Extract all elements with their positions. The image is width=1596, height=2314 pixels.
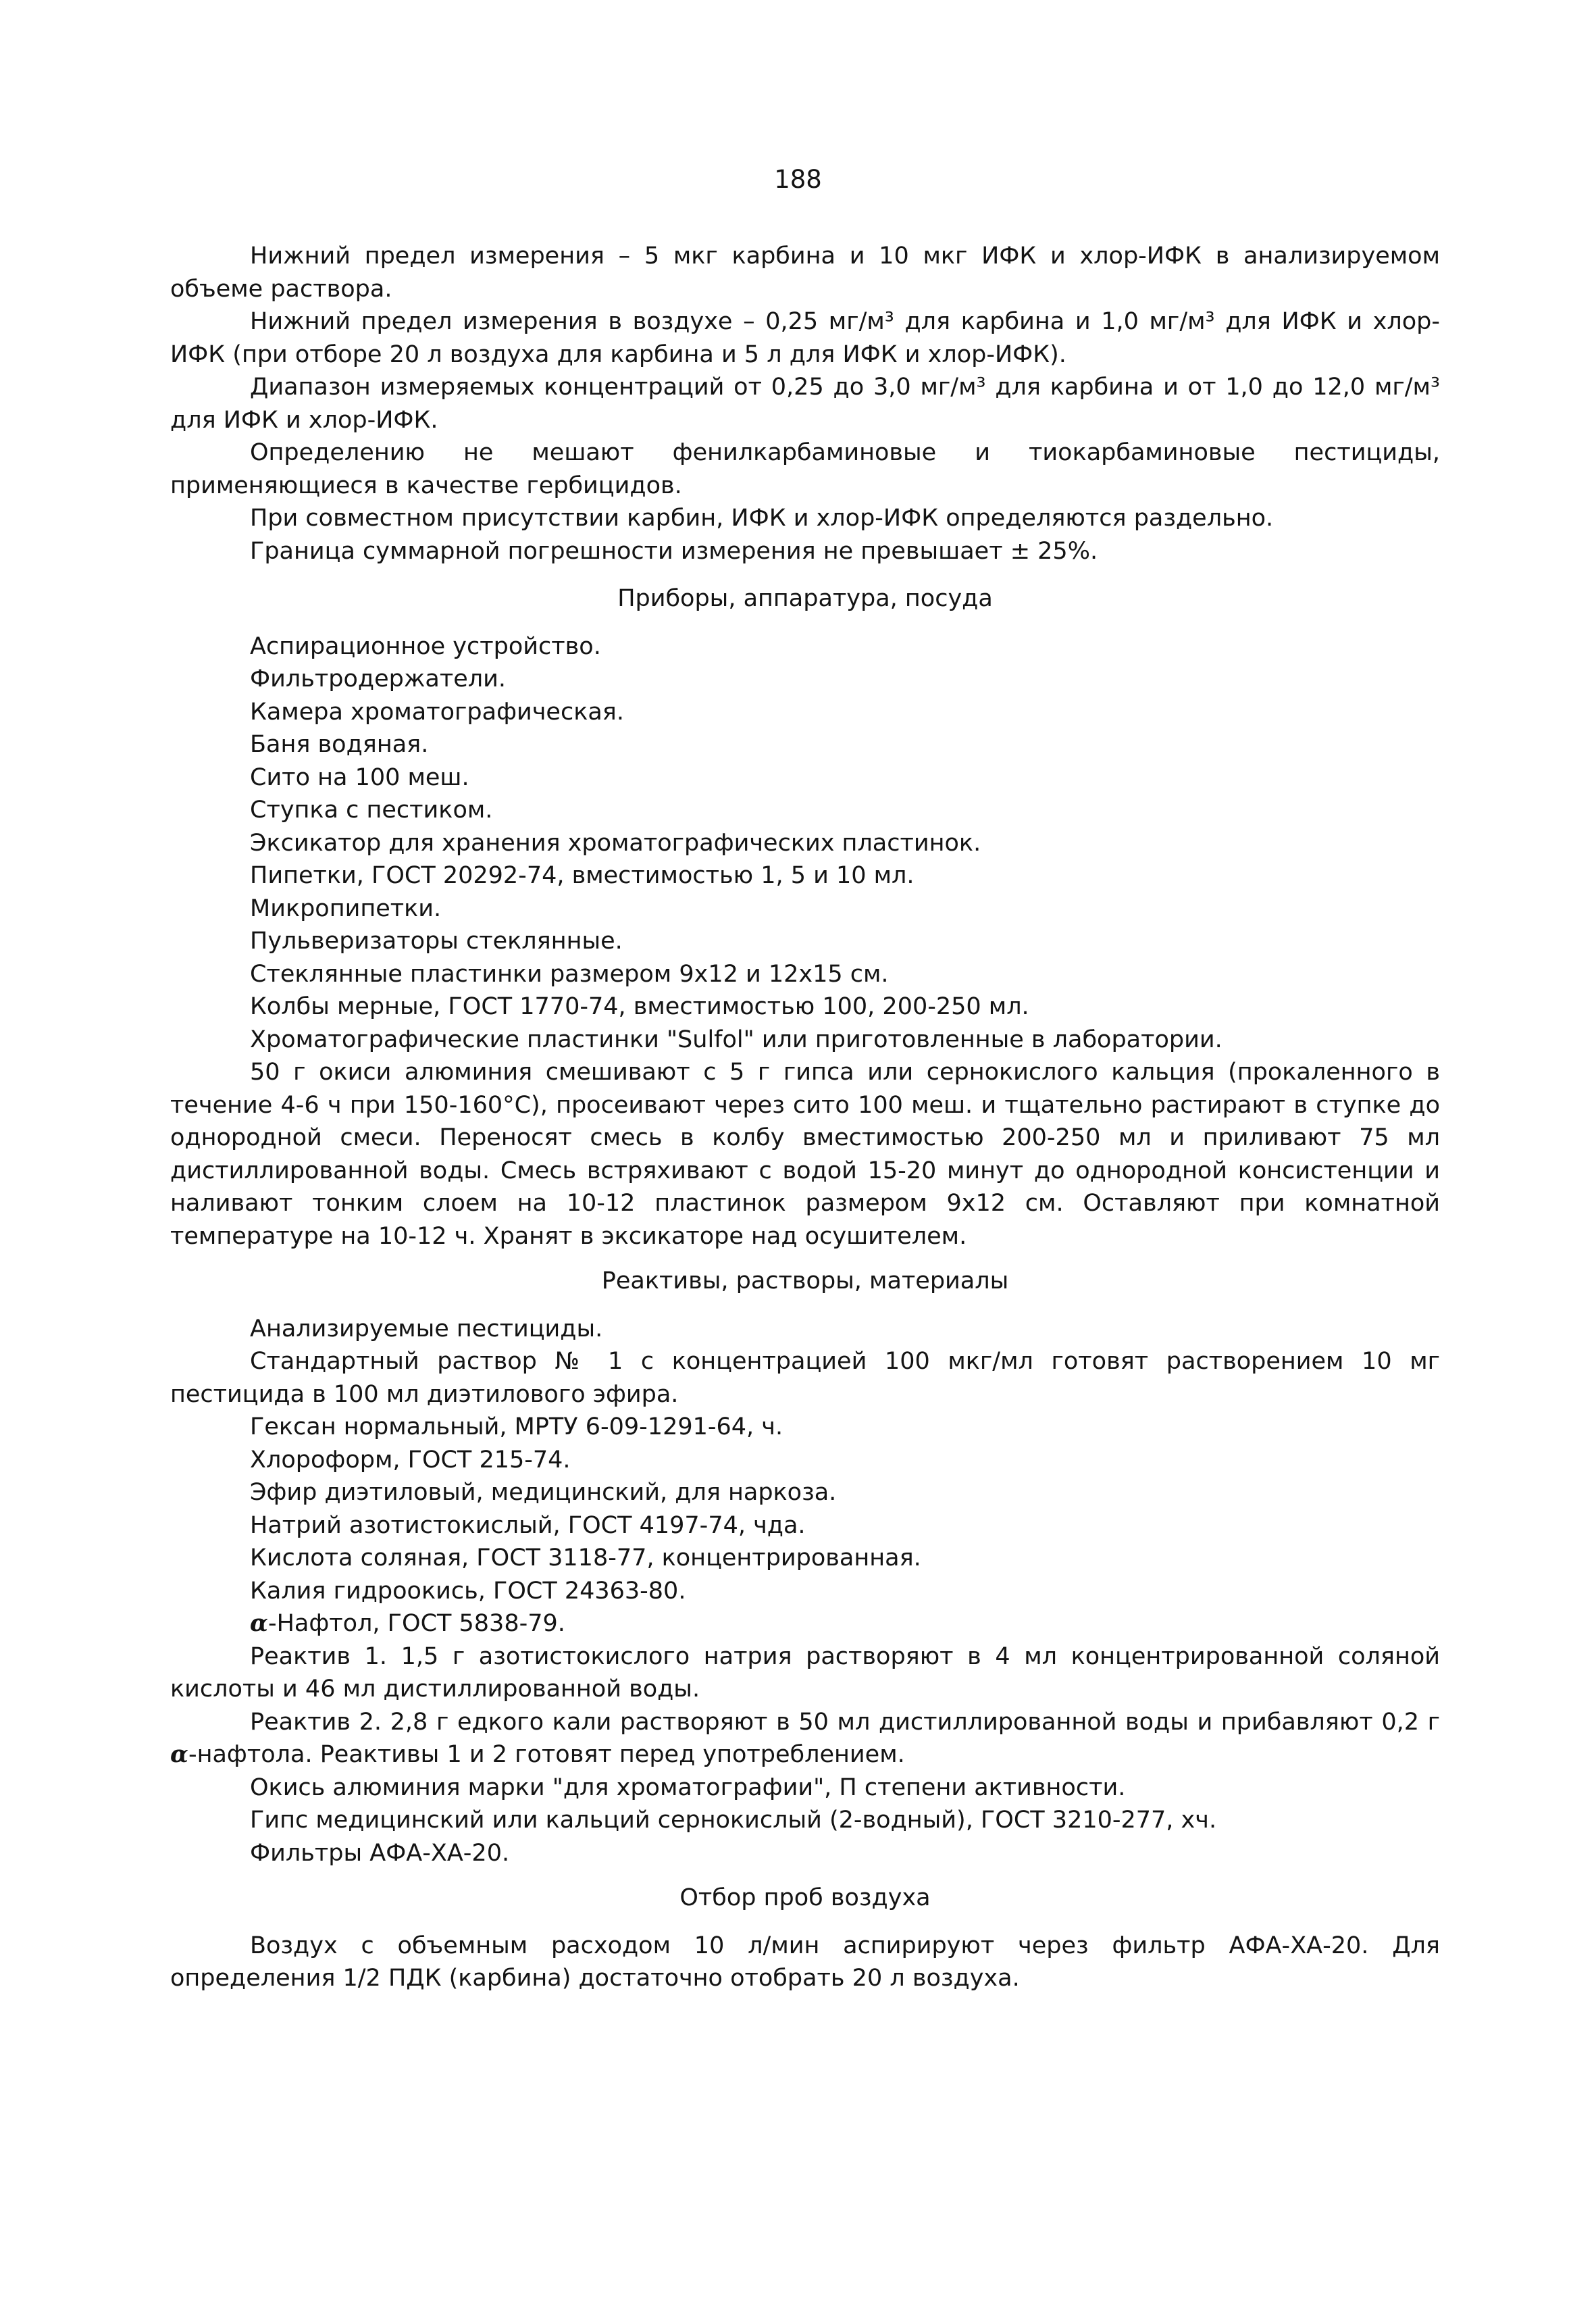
list-item: Колбы мерные, ГОСТ 1770-74, вместимостью 100, 200-250 мл. xyxy=(250,993,1029,1020)
intro-paragraph: Диапазон измеряемых концентраций от 0,25 до 3,0 мг/м³ для карбина и от 1,0 до 12,0 мг/м³ для ИФК и хлор-ИФК. xyxy=(170,374,1440,434)
list-item: Калия гидроокись, ГОСТ 24363-80. xyxy=(250,1577,686,1605)
list-item: Пипетки, ГОСТ 20292-74, вместимостью 1, 5 и 10 мл. xyxy=(250,862,915,889)
list-item: Хроматографические пластинки "Sulfol" или приготовленные в лаборатории. xyxy=(250,1026,1222,1053)
list-item: Камера хроматографическая. xyxy=(250,698,624,726)
list-item: Фильтры АФА-ХА-20. xyxy=(250,1839,510,1867)
list-item: Гипс медицинский или кальций сернокислый (2-водный), ГОСТ 3210-277, хч. xyxy=(250,1807,1217,1834)
page-number: 188 xyxy=(774,165,822,194)
list-item: Окись алюминия марки "для хроматографии", П степени активности. xyxy=(250,1774,1126,1801)
list-item: Хлороформ, ГОСТ 215-74. xyxy=(250,1446,571,1474)
list-item: Стеклянные пластинки размером 9х12 и 12х15 см. xyxy=(250,960,889,988)
intro-paragraph: Нижний предел измерения – 5 мкг карбина и 10 мкг ИФК и хлор-ИФК в анализируемом объеме раствора. xyxy=(170,243,1440,303)
section-heading-instruments: Приборы, аппаратура, посуда xyxy=(617,585,993,612)
section-heading-sampling: Отбор проб воздуха xyxy=(679,1884,931,1911)
list-item: Ступка с пестиком. xyxy=(250,797,493,824)
intro-paragraph: Нижний предел измерения в воздухе – 0,25 мг/м³ для карбина и 1,0 мг/м³ для ИФК и хлор-ИФК (при отборе 20 л воздуха для карбина и 5 л для ИФК и хлор-ИФК). xyxy=(170,308,1440,368)
document-body xyxy=(170,240,1440,1995)
reagent-2-paragraph xyxy=(170,1706,1440,1771)
intro-paragraph: При совместном присутствии карбин, ИФК и хлор-ИФК определяются раздельно. xyxy=(250,505,1274,532)
list-item: Эксикатор для хранения хроматографических пластинок. xyxy=(250,829,981,857)
reagent-1-paragraph: Реактив 1. 1,5 г азотистокислого натрия растворяют в 4 мл концентрированной соляной кислоты и 46 мл дистиллированной воды. xyxy=(170,1642,1440,1703)
sampling-paragraph: Воздух с объемным расходом 10 л/мин аспирируют через фильтр АФА-ХА-20. Для определения 1/2 ПДК (карбина) достаточно отобрать 20 л воздуха. xyxy=(170,1932,1440,1992)
list-item: Фильтродержатели. xyxy=(250,665,506,693)
naphthol-text: -Нафтол, ГОСТ 5838-79. xyxy=(267,1610,565,1637)
standard-solution-paragraph: Стандартный раствор № 1 с концентрацией 100 мкг/мл готовят растворением 10 мг пестицида в 100 мл диэтилового эфира. xyxy=(170,1348,1440,1408)
intro-paragraph: Граница суммарной погрешности измерения не превышает ± 25%. xyxy=(250,537,1098,565)
reagents-list xyxy=(170,1411,1440,1640)
alpha-symbol: α xyxy=(170,1740,188,1768)
list-item: Пульверизаторы стеклянные. xyxy=(250,928,623,955)
instruments-list xyxy=(170,630,1440,1057)
alpha-symbol: α xyxy=(250,1609,268,1637)
list-item: Микропипетки. xyxy=(250,895,442,922)
list-item: Кислота соляная, ГОСТ 3118-77, концентрированная. xyxy=(250,1544,921,1571)
list-item: Эфир диэтиловый, медицинский, для наркоза. xyxy=(250,1479,837,1506)
list-item: Анализируемые пестициды. xyxy=(250,1315,603,1342)
reagent-2-text: Реактив 2. 2,8 г едкого кали растворяют в 50 мл дистиллированной воды и прибавляют 0,2 г xyxy=(250,1708,1440,1736)
section-heading-reagents: Реактивы, растворы, материалы xyxy=(601,1267,1009,1294)
plate-preparation-paragraph: 50 г окиси алюминия смешивают с 5 г гипса или сернокислого кальция (прокаленного в течение 4-6 ч при 150-160°С), просеивают через сито 100 меш. и тщательно растирают в ступке до однородной смеси. Переносят смесь в колбу вместимостью 200-250 мл и приливают 75 мл дистиллированной воды. Смесь встряхивают с водой 15-20 минут до однородной консистенции и наливают тонким слоем на 10-12 пластинок размером 9х12 см. Оставляют при комнатной температуре на 10-12 ч. Хранят в эксикаторе над осушителем. xyxy=(170,1059,1440,1250)
list-item: Баня водяная. xyxy=(250,731,429,758)
reagent-2-text-cont: -нафтола. Реактивы 1 и 2 готовят перед употреблением. xyxy=(188,1741,905,1768)
intro-paragraph: Определению не мешают фенилкарбаминовые и тиокарбаминовые пестициды, применяющиеся в качестве гербицидов. xyxy=(170,439,1440,499)
list-item: Сито на 100 меш. xyxy=(250,763,469,791)
list-item: Аспирационное устройство. xyxy=(250,632,601,660)
list-item xyxy=(170,1607,1440,1640)
materials-list xyxy=(170,1771,1440,1870)
list-item: Гексан нормальный, МРТУ 6-09-1291-64, ч. xyxy=(250,1413,783,1440)
list-item: Натрий азотистокислый, ГОСТ 4197-74, чда. xyxy=(250,1511,806,1539)
